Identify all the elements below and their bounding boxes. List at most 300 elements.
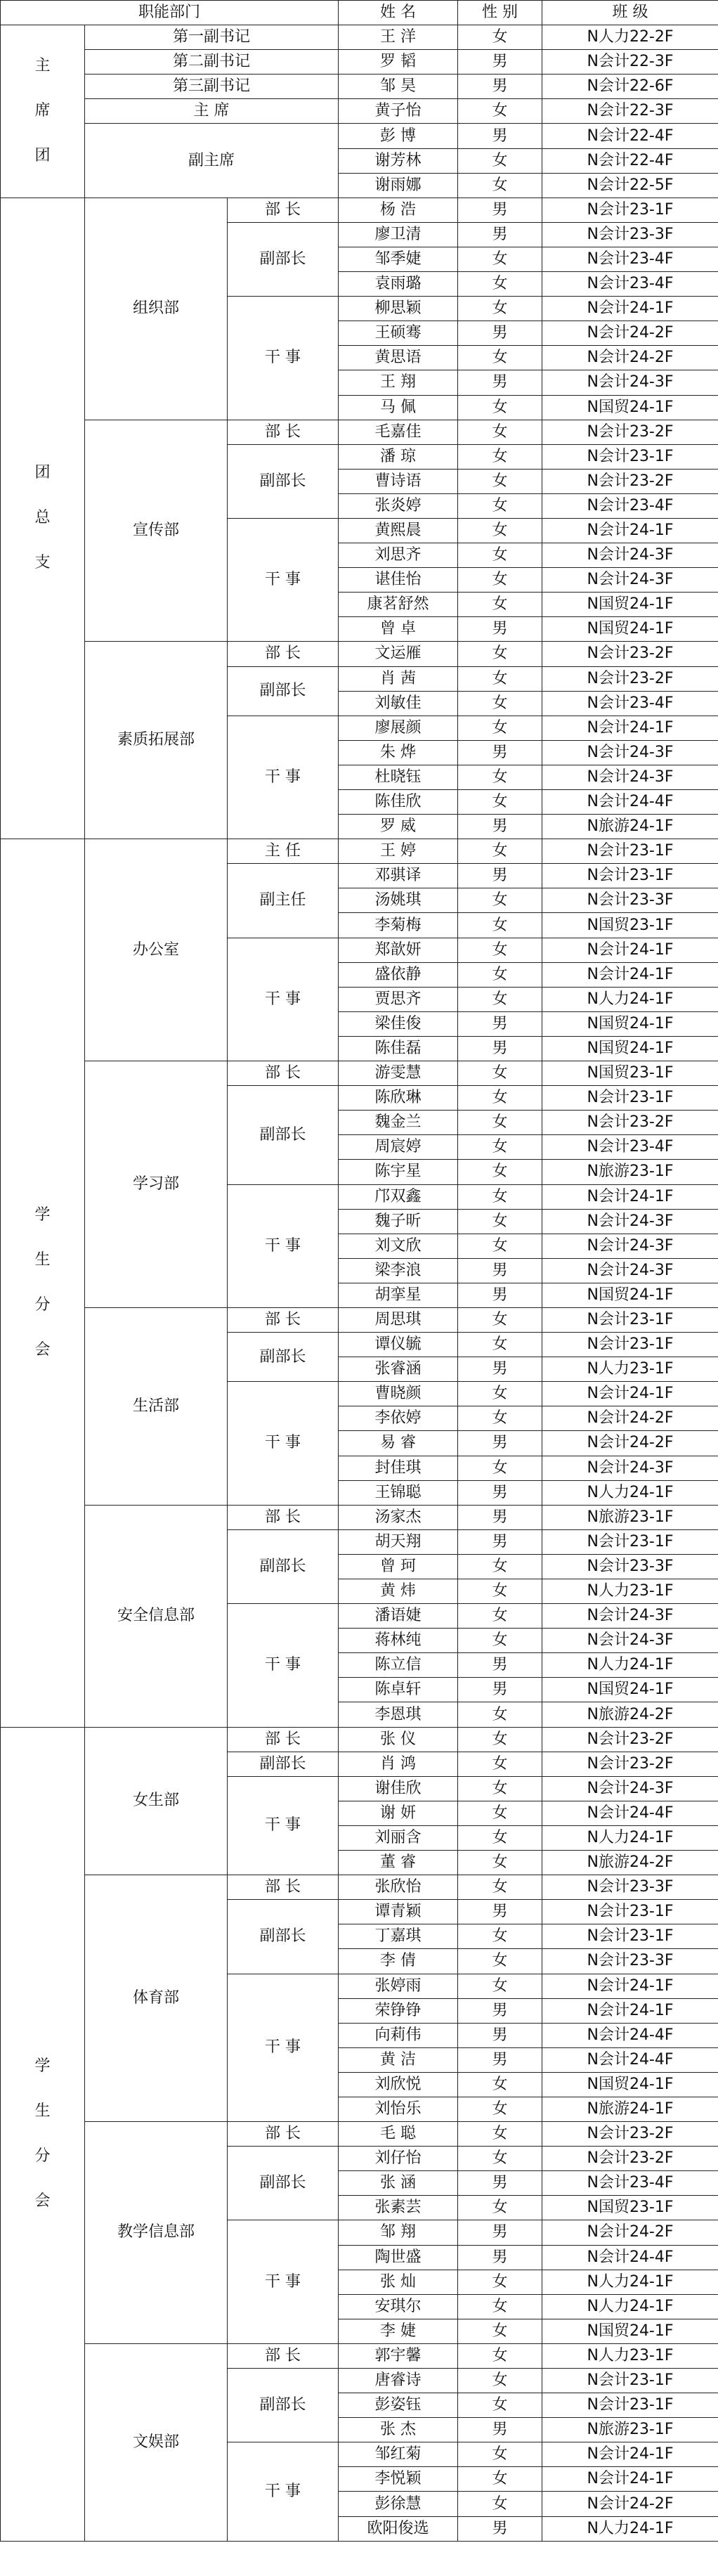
member-name: 安琪尔 — [339, 2294, 458, 2319]
member-name: 刘文欣 — [339, 1234, 458, 1258]
member-class: N人力24-1F — [542, 1653, 718, 1678]
department-name: 生活部 — [85, 1307, 228, 1505]
member-class: N会计24-3F — [542, 765, 718, 789]
member-name: 谢佳欣 — [339, 1776, 458, 1801]
role-label: 副部长 — [228, 1333, 339, 1382]
section-label-char: 生 — [34, 2102, 51, 2121]
member-class: N会计23-3F — [542, 888, 718, 913]
member-name: 张素芸 — [339, 2196, 458, 2220]
role-label: 部 长 — [228, 2122, 339, 2147]
member-class: N人力23-1F — [542, 1579, 718, 1604]
member-gender: 女 — [458, 1184, 542, 1209]
member-gender: 女 — [458, 395, 542, 420]
class-header: 班 级 — [542, 1, 718, 25]
member-name: 张欣怡 — [339, 1875, 458, 1900]
member-name: 刘敏佳 — [339, 691, 458, 716]
member-gender: 女 — [458, 2147, 542, 2171]
member-name: 罗 韬 — [339, 50, 458, 75]
member-class: N会计23-2F — [542, 420, 718, 444]
member-class: N会计24-2F — [542, 321, 718, 346]
member-gender: 女 — [458, 1209, 542, 1234]
member-name: 黄思语 — [339, 346, 458, 370]
member-class: N会计24-1F — [542, 297, 718, 321]
member-name: 张睿涵 — [339, 1357, 458, 1382]
member-gender: 女 — [458, 247, 542, 271]
position-label: 副主席 — [85, 124, 339, 198]
member-gender: 女 — [458, 1974, 542, 1998]
member-class: N会计23-1F — [542, 2393, 718, 2418]
position-label: 第三副书记 — [85, 75, 339, 99]
member-name: 毛嘉佳 — [339, 420, 458, 444]
table-row — [1, 1061, 718, 1086]
member-name: 李悦颖 — [339, 2467, 458, 2492]
member-gender: 女 — [458, 1061, 542, 1086]
role-label: 干 事 — [228, 297, 339, 420]
member-class: N会计24-1F — [542, 1974, 718, 1998]
member-class: N人力23-1F — [542, 1357, 718, 1382]
role-label: 副主任 — [228, 864, 339, 938]
member-gender: 女 — [458, 1333, 542, 1357]
member-class: N国贸24-1F — [542, 395, 718, 420]
member-class: N会计23-4F — [542, 272, 718, 297]
member-name: 董 睿 — [339, 1851, 458, 1875]
member-class: N会计24-1F — [542, 2442, 718, 2467]
member-gender: 女 — [458, 1554, 542, 1579]
member-gender: 男 — [458, 2047, 542, 2072]
section-label-char: 会 — [34, 2192, 51, 2211]
member-name: 李恩琪 — [339, 1702, 458, 1727]
member-class: N人力24-1F — [542, 2270, 718, 2294]
member-name: 谭仪毓 — [339, 1333, 458, 1357]
member-class: N会计23-1F — [542, 1900, 718, 1924]
role-label: 干 事 — [228, 716, 339, 839]
role-label: 部 长 — [228, 2343, 339, 2368]
member-gender: 女 — [458, 666, 542, 691]
role-label: 副部长 — [228, 2147, 339, 2220]
department-name: 女生部 — [85, 1727, 228, 1875]
member-gender: 女 — [458, 2270, 542, 2294]
role-label: 副部长 — [228, 1900, 339, 1974]
member-name: 毛 聪 — [339, 2122, 458, 2147]
member-class: N会计24-1F — [542, 1184, 718, 1209]
member-gender: 男 — [458, 50, 542, 75]
member-name: 邹 昊 — [339, 75, 458, 99]
member-gender: 女 — [458, 839, 542, 864]
member-class: N国贸24-1F — [542, 2072, 718, 2097]
member-gender: 女 — [458, 1629, 542, 1653]
member-name: 胡挛星 — [339, 1283, 458, 1307]
member-class: N国贸24-1F — [542, 1011, 718, 1036]
member-class: N会计24-4F — [542, 790, 718, 815]
member-gender: 女 — [458, 1752, 542, 1776]
header-row — [1, 1, 718, 25]
member-class: N会计24-3F — [542, 1776, 718, 1801]
section-label — [1, 839, 85, 1727]
role-label: 主 任 — [228, 839, 339, 864]
member-class: N会计24-2F — [542, 2220, 718, 2245]
member-class: N会计24-3F — [542, 1209, 718, 1234]
member-name: 王 翔 — [339, 370, 458, 395]
member-gender: 男 — [458, 222, 542, 247]
member-name: 王 婷 — [339, 839, 458, 864]
department-name: 组织部 — [85, 198, 228, 420]
member-gender: 女 — [458, 469, 542, 493]
member-gender: 男 — [458, 2418, 542, 2442]
member-gender: 女 — [458, 272, 542, 297]
member-name: 谌佳怡 — [339, 568, 458, 593]
member-name: 彭姿钰 — [339, 2393, 458, 2418]
member-name: 潘语婕 — [339, 1604, 458, 1629]
member-gender: 女 — [458, 1801, 542, 1825]
member-gender: 男 — [458, 321, 542, 346]
member-class: N会计23-1F — [542, 1307, 718, 1332]
member-class: N会计24-4F — [542, 2047, 718, 2072]
member-class: N人力23-1F — [542, 2343, 718, 2368]
member-gender: 女 — [458, 2467, 542, 2492]
member-name: 陈佳欣 — [339, 790, 458, 815]
member-class: N会计24-3F — [542, 1456, 718, 1480]
member-gender: 女 — [458, 2072, 542, 2097]
role-label: 副部长 — [228, 444, 339, 518]
member-name: 马 佩 — [339, 395, 458, 420]
member-class: N人力24-1F — [542, 1480, 718, 1505]
department-header: 职能部门 — [1, 1, 339, 25]
department-name: 教学信息部 — [85, 2122, 228, 2344]
member-gender: 女 — [458, 444, 542, 469]
member-name: 陈佳磊 — [339, 1036, 458, 1061]
member-gender: 男 — [458, 370, 542, 395]
member-class: N会计23-2F — [542, 469, 718, 493]
member-name: 肖 鸿 — [339, 1752, 458, 1776]
name-header: 姓 名 — [339, 1, 458, 25]
member-class: N会计23-1F — [542, 2369, 718, 2393]
member-class: N会计24-4F — [542, 2245, 718, 2270]
member-class: N会计23-1F — [542, 864, 718, 888]
member-gender: 女 — [458, 1851, 542, 1875]
table-row — [1, 50, 718, 75]
role-label: 部 长 — [228, 1727, 339, 1752]
member-name: 曹晓颜 — [339, 1382, 458, 1406]
member-gender: 男 — [458, 1505, 542, 1529]
member-gender: 女 — [458, 1579, 542, 1604]
gender-header: 性 别 — [458, 1, 542, 25]
member-name: 柳思颖 — [339, 297, 458, 321]
member-name: 肖 茜 — [339, 666, 458, 691]
member-name: 黄子怡 — [339, 99, 458, 124]
member-class: N旅游23-1F — [542, 2418, 718, 2442]
table-row — [1, 75, 718, 99]
section-label-char: 支 — [34, 554, 51, 572]
member-gender: 女 — [458, 2122, 542, 2147]
position-label: 第二副书记 — [85, 50, 339, 75]
member-class: N国贸24-1F — [542, 2319, 718, 2343]
member-class: N旅游24-2F — [542, 1702, 718, 1727]
member-name: 魏子昕 — [339, 1209, 458, 1234]
table-row — [1, 25, 718, 50]
member-name: 陈卓轩 — [339, 1678, 458, 1702]
member-class: N会计23-2F — [542, 1727, 718, 1752]
role-label: 干 事 — [228, 1382, 339, 1505]
member-gender: 女 — [458, 1924, 542, 1949]
department-name: 学习部 — [85, 1061, 228, 1308]
department-name: 体育部 — [85, 1875, 228, 2122]
member-gender: 女 — [458, 1825, 542, 1850]
member-class: N会计23-4F — [542, 493, 718, 518]
role-label: 干 事 — [228, 2442, 339, 2541]
member-name: 李 倩 — [339, 1949, 458, 1974]
department-name: 安全信息部 — [85, 1505, 228, 1727]
member-gender: 女 — [458, 99, 542, 124]
member-gender: 女 — [458, 346, 542, 370]
member-class: N会计23-2F — [542, 642, 718, 666]
table-row — [1, 2343, 718, 2368]
role-label: 副部长 — [228, 1529, 339, 1603]
member-class: N国贸24-1F — [542, 1036, 718, 1061]
member-class: N旅游23-1F — [542, 1160, 718, 1184]
member-gender: 男 — [458, 740, 542, 765]
member-class: N国贸24-1F — [542, 617, 718, 642]
member-gender: 男 — [458, 2023, 542, 2047]
member-class: N会计23-1F — [542, 444, 718, 469]
role-label: 部 长 — [228, 1875, 339, 1900]
member-class: N会计23-4F — [542, 1135, 718, 1160]
member-name: 周思琪 — [339, 1307, 458, 1332]
role-label: 副部长 — [228, 222, 339, 296]
member-gender: 男 — [458, 1900, 542, 1924]
role-label: 部 长 — [228, 1061, 339, 1086]
member-name: 邝双鑫 — [339, 1184, 458, 1209]
member-class: N会计24-3F — [542, 740, 718, 765]
member-gender: 男 — [458, 1678, 542, 1702]
member-class: N会计23-2F — [542, 1752, 718, 1776]
role-label: 部 长 — [228, 1505, 339, 1529]
member-gender: 男 — [458, 2220, 542, 2245]
member-class: N会计23-2F — [542, 2122, 718, 2147]
member-class: N会计24-1F — [542, 518, 718, 543]
member-gender: 男 — [458, 1431, 542, 1456]
section-label-char: 席 — [34, 102, 51, 120]
member-name: 李 婕 — [339, 2319, 458, 2343]
member-class: N会计23-4F — [542, 691, 718, 716]
member-gender: 男 — [458, 124, 542, 148]
member-name: 丁嘉琪 — [339, 1924, 458, 1949]
role-label: 部 长 — [228, 642, 339, 666]
member-gender: 女 — [458, 716, 542, 740]
table-row — [1, 124, 718, 148]
member-gender: 男 — [458, 1998, 542, 2023]
table-row — [1, 420, 718, 444]
department-name: 宣传部 — [85, 420, 228, 642]
member-gender: 男 — [458, 198, 542, 222]
member-gender: 女 — [458, 1160, 542, 1184]
member-name: 荣铮铮 — [339, 1998, 458, 2023]
member-name: 张 仪 — [339, 1727, 458, 1752]
member-gender: 女 — [458, 2369, 542, 2393]
member-class: N会计23-2F — [542, 1111, 718, 1135]
member-name: 康茗舒然 — [339, 593, 458, 617]
member-name: 汤家杰 — [339, 1505, 458, 1529]
member-class: N会计23-2F — [542, 2147, 718, 2171]
roster-body — [1, 25, 718, 2542]
section-label-char: 团 — [34, 147, 51, 165]
member-name: 王锦聪 — [339, 1480, 458, 1505]
member-gender: 男 — [458, 864, 542, 888]
member-name: 谢 妍 — [339, 1801, 458, 1825]
member-gender: 女 — [458, 1406, 542, 1431]
member-name: 胡天翔 — [339, 1529, 458, 1554]
member-gender: 女 — [458, 2442, 542, 2467]
member-class: N会计24-3F — [542, 1629, 718, 1653]
member-name: 彭 博 — [339, 124, 458, 148]
member-class: N国贸24-1F — [542, 593, 718, 617]
member-name: 刘怡乐 — [339, 2097, 458, 2121]
member-gender: 男 — [458, 75, 542, 99]
member-class: N会计23-3F — [542, 1554, 718, 1579]
member-class: N会计24-3F — [542, 370, 718, 395]
member-name: 谭青颖 — [339, 1900, 458, 1924]
member-class: N会计24-1F — [542, 2467, 718, 2492]
member-name: 李依婷 — [339, 1406, 458, 1431]
member-gender: 女 — [458, 1727, 542, 1752]
member-name: 贾思齐 — [339, 987, 458, 1011]
member-gender: 女 — [458, 790, 542, 815]
member-gender: 女 — [458, 493, 542, 518]
member-class: N会计22-3F — [542, 99, 718, 124]
member-gender: 女 — [458, 913, 542, 938]
member-class: N会计24-3F — [542, 1234, 718, 1258]
member-gender: 男 — [458, 1036, 542, 1061]
section-label-char: 团 — [34, 464, 51, 482]
member-gender: 女 — [458, 2393, 542, 2418]
member-class: N会计24-2F — [542, 1406, 718, 1431]
member-name: 黄 炜 — [339, 1579, 458, 1604]
member-class: N会计23-4F — [542, 247, 718, 271]
member-name: 蒋林纯 — [339, 1629, 458, 1653]
member-gender: 女 — [458, 297, 542, 321]
member-class: N会计23-4F — [542, 2171, 718, 2196]
member-name: 汤姚琪 — [339, 888, 458, 913]
member-class: N会计23-2F — [542, 666, 718, 691]
member-class: N会计23-3F — [542, 1949, 718, 1974]
member-gender: 女 — [458, 2492, 542, 2516]
member-name: 邓骐译 — [339, 864, 458, 888]
member-name: 王 洋 — [339, 25, 458, 50]
member-class: N国贸24-1F — [542, 1283, 718, 1307]
member-name: 彭徐慧 — [339, 2492, 458, 2516]
member-gender: 女 — [458, 2097, 542, 2121]
member-class: N会计24-3F — [542, 1604, 718, 1629]
member-gender: 男 — [458, 617, 542, 642]
member-gender: 男 — [458, 1011, 542, 1036]
member-gender: 女 — [458, 568, 542, 593]
member-name: 曹诗语 — [339, 469, 458, 493]
member-gender: 男 — [458, 2516, 542, 2541]
role-label: 副部长 — [228, 1086, 339, 1184]
section-label-char: 会 — [34, 1341, 51, 1359]
section-label-char: 总 — [34, 509, 51, 527]
member-name: 邹季婕 — [339, 247, 458, 271]
member-name: 邹红菊 — [339, 2442, 458, 2467]
role-label: 副部长 — [228, 666, 339, 716]
member-name: 朱 烨 — [339, 740, 458, 765]
member-name: 陈宇星 — [339, 1160, 458, 1184]
member-gender: 男 — [458, 1480, 542, 1505]
member-gender: 男 — [458, 1357, 542, 1382]
member-class: N人力22-2F — [542, 25, 718, 50]
member-name: 刘丽含 — [339, 1825, 458, 1850]
member-class: N国贸23-1F — [542, 1061, 718, 1086]
member-gender: 女 — [458, 1111, 542, 1135]
member-name: 陈欣琳 — [339, 1086, 458, 1111]
member-class: N会计23-3F — [542, 222, 718, 247]
member-class: N会计22-3F — [542, 50, 718, 75]
member-gender: 女 — [458, 518, 542, 543]
member-class: N会计24-2F — [542, 2492, 718, 2516]
member-class: N会计24-2F — [542, 1431, 718, 1456]
member-gender: 男 — [458, 1283, 542, 1307]
member-class: N会计23-1F — [542, 198, 718, 222]
section-label — [1, 1727, 85, 2541]
member-class: N人力24-1F — [542, 2516, 718, 2541]
member-gender: 男 — [458, 1258, 542, 1283]
member-gender: 女 — [458, 543, 542, 568]
role-label: 部 长 — [228, 1307, 339, 1332]
section-label-char: 分 — [34, 1296, 51, 1314]
member-class: N会计22-6F — [542, 75, 718, 99]
member-name: 王硕骞 — [339, 321, 458, 346]
table-row — [1, 1727, 718, 1752]
member-gender: 女 — [458, 938, 542, 962]
member-class: N会计24-1F — [542, 1382, 718, 1406]
table-row — [1, 2122, 718, 2147]
member-class: N会计23-3F — [542, 1875, 718, 1900]
member-gender: 女 — [458, 1604, 542, 1629]
member-gender: 女 — [458, 962, 542, 987]
member-name: 唐睿诗 — [339, 2369, 458, 2393]
member-name: 欧阳俊选 — [339, 2516, 458, 2541]
table-row — [1, 99, 718, 124]
position-label: 主 席 — [85, 99, 339, 124]
table-row — [1, 198, 718, 222]
member-name: 张 涵 — [339, 2171, 458, 2196]
member-class: N会计24-1F — [542, 938, 718, 962]
role-label: 干 事 — [228, 1184, 339, 1307]
member-name: 罗 威 — [339, 815, 458, 839]
member-class: N会计24-4F — [542, 1801, 718, 1825]
member-class: N旅游24-1F — [542, 2097, 718, 2121]
table-row — [1, 1307, 718, 1332]
table-row — [1, 839, 718, 864]
member-gender: 女 — [458, 593, 542, 617]
member-gender: 女 — [458, 1307, 542, 1332]
member-name: 曾 卓 — [339, 617, 458, 642]
member-class: N国贸24-1F — [542, 1678, 718, 1702]
role-label: 干 事 — [228, 1604, 339, 1727]
member-name: 刘思齐 — [339, 543, 458, 568]
member-name: 盛依静 — [339, 962, 458, 987]
member-name: 游雯慧 — [339, 1061, 458, 1086]
member-name: 李菊梅 — [339, 913, 458, 938]
member-name: 魏金兰 — [339, 1111, 458, 1135]
member-name: 张 杰 — [339, 2418, 458, 2442]
member-gender: 女 — [458, 1382, 542, 1406]
member-gender: 女 — [458, 25, 542, 50]
member-gender: 男 — [458, 2171, 542, 2196]
member-gender: 女 — [458, 765, 542, 789]
member-class: N会计22-5F — [542, 173, 718, 198]
member-class: N会计23-1F — [542, 1086, 718, 1111]
member-name: 陈立信 — [339, 1653, 458, 1678]
